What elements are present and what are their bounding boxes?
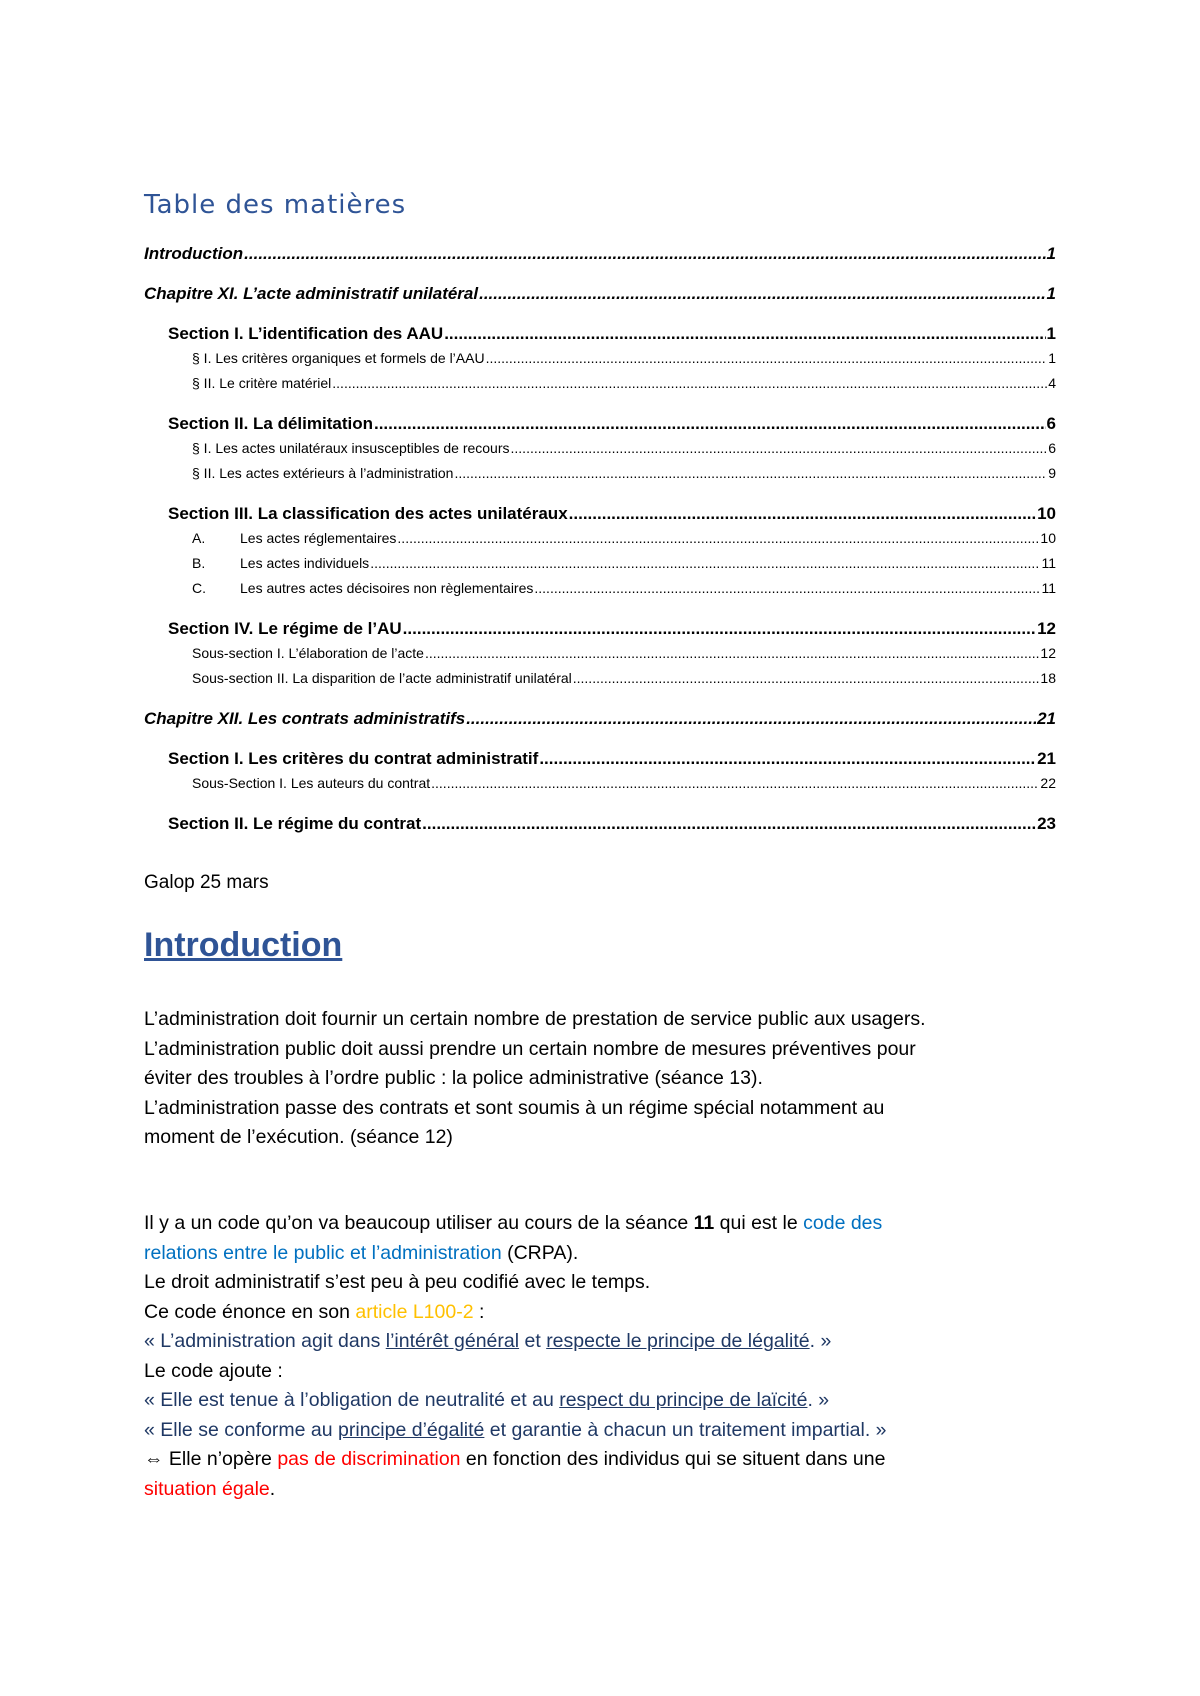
text-line: situation égale. bbox=[144, 1477, 276, 1500]
galop-note: Galop 25 mars bbox=[144, 872, 269, 893]
text-line: Le code ajoute : bbox=[144, 1359, 283, 1382]
text-line: L’administration public doit aussi prendre un certain nombre de mesures préventives pour bbox=[144, 1037, 916, 1060]
introduction-heading: Introduction bbox=[144, 926, 343, 964]
text-line: Ce code énonce en son article L100-2 : bbox=[144, 1300, 485, 1323]
table-of-contents bbox=[144, 244, 1056, 840]
text-line: éviter des troubles à l’ordre public : la police administrative (séance 13). bbox=[144, 1067, 763, 1089]
toc-entry-subsection[interactable]: Sous-section I. L’élaboration de l’acte ..... 12 bbox=[144, 645, 1056, 670]
text-line: L’administration doit fournir un certain nombre de prestation de service public aux usagers. bbox=[144, 1008, 926, 1030]
text-line: relations entre le public et l’administration (CRPA). bbox=[144, 1241, 579, 1264]
toc-entry-section[interactable]: Section I. Les critères du contrat administratif ..... 21 bbox=[144, 749, 1056, 775]
toc-entry-subsection[interactable]: § II. Le critère matériel ..... 4 bbox=[144, 375, 1056, 400]
text-line: Le droit administratif s’est peu à peu codifié avec le temps. bbox=[144, 1271, 651, 1293]
toc-entry-subsection[interactable]: § I. Les actes unilatéraux insusceptibles de recours ..... 6 bbox=[144, 440, 1056, 465]
toc-entry-section[interactable]: Section IV. Le régime de l’AU ..... 12 bbox=[144, 619, 1056, 645]
text-line: Il y a un code qu’on va beaucoup utiliser au cours de la séance 11 qui est le code des bbox=[144, 1212, 883, 1234]
quote-line: « Elle se conforme au principe d’égalité et garantie à chacun un traitement impartial. » bbox=[144, 1418, 887, 1441]
intro-paragraph bbox=[144, 1005, 1056, 1153]
quote-line: « L’administration agit dans l’intérêt général et respecte le principe de légalité. » bbox=[144, 1330, 832, 1352]
toc-entry-section[interactable]: Section II. Le régime du contrat ..... 23 bbox=[144, 814, 1056, 840]
toc-title: Table des matières bbox=[144, 190, 407, 220]
toc-entry-subsection[interactable]: Sous-section II. La disparition de l’acte administratif unilatéral ..... 18 bbox=[144, 670, 1056, 695]
toc-entry-introduction[interactable]: Introduction ..... 1 bbox=[144, 244, 1056, 284]
toc-entry-section[interactable]: Section III. La classification des actes unilatéraux ..... 10 bbox=[144, 504, 1056, 530]
toc-entry-subsection[interactable]: § I. Les critères organiques et formels de l’AAU ..... 1 bbox=[144, 350, 1056, 375]
toc-entry-subsection[interactable]: Sous-Section I. Les auteurs du contrat ..... 22 bbox=[144, 775, 1056, 800]
toc-entry-section[interactable]: Section I. L’identification des AAU ..... 1 bbox=[144, 324, 1056, 350]
toc-entry-subsection[interactable]: B. Les actes individuels ..... 11 bbox=[144, 555, 1056, 580]
toc-entry-subsection[interactable]: A. Les actes réglementaires ..... 10 bbox=[144, 530, 1056, 555]
toc-entry-subsection[interactable]: C. Les autres actes décisoires non règlementaires ..... 11 bbox=[144, 580, 1056, 605]
toc-entry-subsection[interactable]: § II. Les actes extérieurs à l’administration ..... 9 bbox=[144, 465, 1056, 490]
crpa-paragraph bbox=[144, 1209, 1056, 1504]
toc-entry-section[interactable]: Section II. La délimitation ..... 6 bbox=[144, 414, 1056, 440]
toc-entry-chapitre-xii[interactable]: Chapitre XII. Les contrats administratifs ..... 21 bbox=[144, 709, 1056, 749]
text-line: ⇔ Elle n’opère pas de discrimination en fonction des individus qui se situent dans une bbox=[144, 1448, 886, 1470]
text-line: moment de l’exécution. (séance 12) bbox=[144, 1126, 453, 1148]
text-line: L’administration passe des contrats et sont soumis à un régime spécial notamment au bbox=[144, 1096, 885, 1119]
toc-entry-chapitre-xi[interactable]: Chapitre XI. L’acte administratif unilatéral ..... 1 bbox=[144, 284, 1056, 324]
quote-line: « Elle est tenue à l’obligation de neutralité et au respect du principe de laïcité. » bbox=[144, 1389, 830, 1411]
